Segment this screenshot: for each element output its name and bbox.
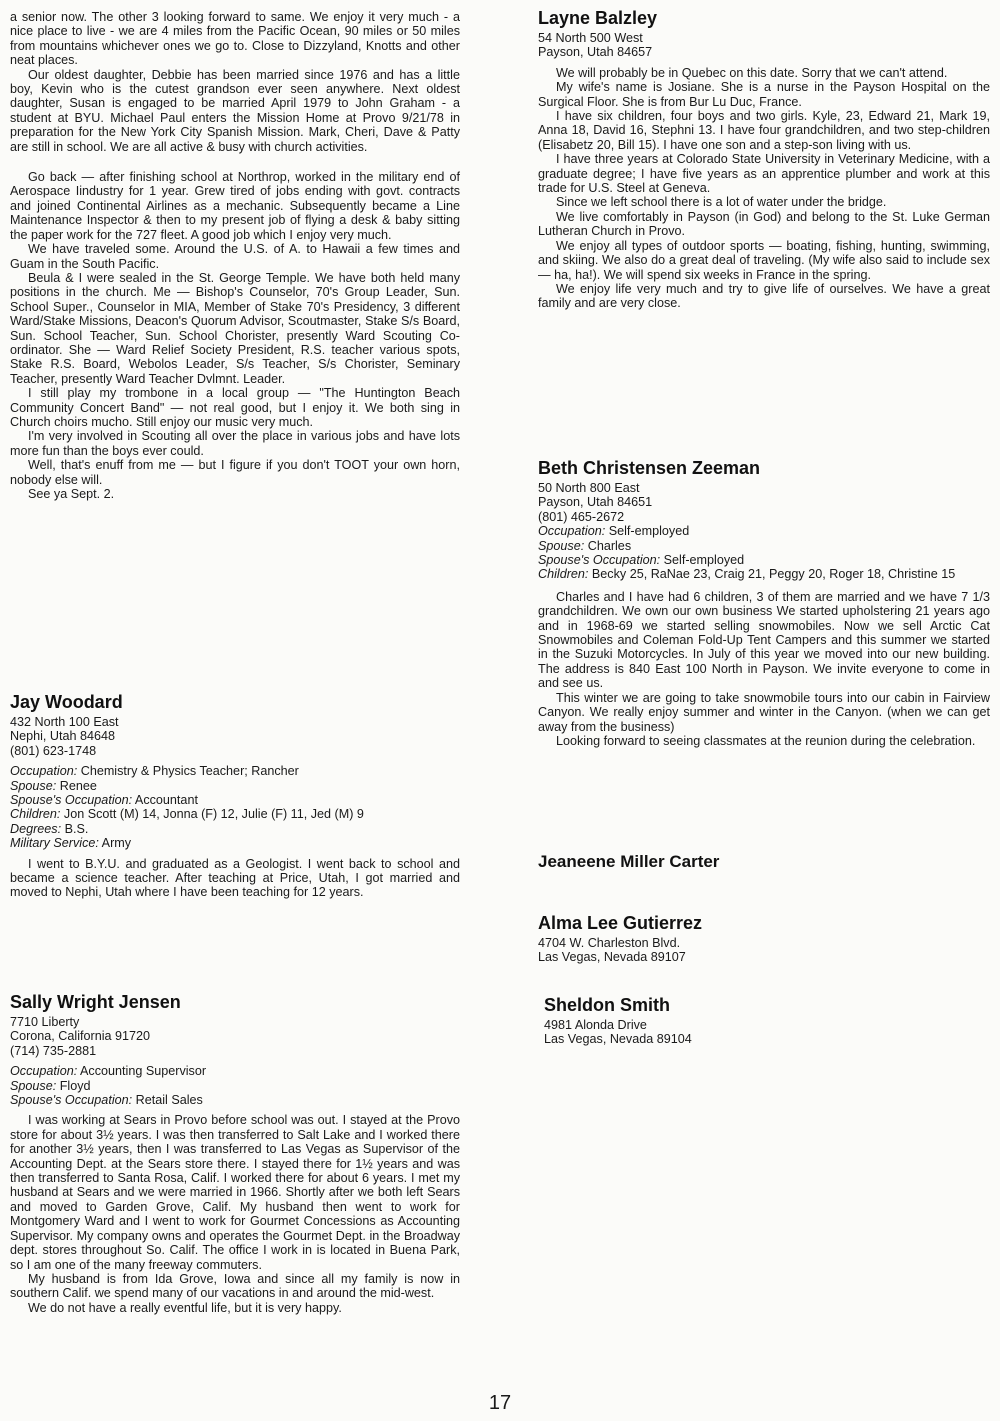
entry-sally-wright-jensen [10,992,460,1315]
phone-line: (801) 465-2672 [538,509,625,524]
entry-alma-lee-gutierrez [538,913,990,965]
field-spouse: Spouse: Floyd [10,1078,91,1093]
paragraph: My husband is from Ida Grove, Iowa and since all my family is now in southern Calif. we spend many of our vacations in and around the mid-west. [10,1271,460,1301]
paragraph: Looking forward to seeing classmates at the reunion during the celebration. [556,733,976,748]
left-column [10,0,460,1315]
address-line: Las Vegas, Nevada 89107 [538,950,686,965]
field-spouse: Spouse: Renee [10,778,97,793]
entry-name: Layne Balzley [538,8,658,28]
paragraph: I was working at Sears in Provo before school was out. I stayed at the Provo store for about 3½ years. I was then transferred to Salt Lake and I worked there for another 3½ years, then I was transferred to Las Vegas as Supervisor of the Accounting Dept. at the Sears store there. I stayed there for 1½ years and was then transferred to Santa Rosa, Calif. I worked there for about 6 years. I met my husband at Sears and we were married in 1966. Shortly after we both left Sears and moved to Garden Grove, Calif. My husband then went to work for Montgomery Ward and I went to work for Gourmet Concessions as Accounting Supervisor. My company owns and operates the Gourmet Dept. in the Broadway dept. stores throughout So. Calif. The office I work in is located in Buena Park, so I am one of the many freeway commuters. [10,1113,460,1272]
paragraph: We will probably be in Quebec on this date. Sorry that we can't attend. [556,65,948,80]
field-military: Military Service: Army [10,836,132,851]
paragraph: I have three years at Colorado State University in Veterinary Medicine, with a graduate degree; I have five years as an apprentice plumber and work at this trade for U.S. Steel at Geneva. [538,152,990,196]
address-line: Las Vegas, Nevada 89104 [544,1032,692,1047]
address-line: 7710 Liberty [10,1015,80,1029]
paragraph: We have traveled some. Around the U.S. of A. to Hawaii a few times and Guam in the South Pacific. [10,242,460,271]
paragraph: I have six children, four boys and two girls. Kyle, 23, Edward 21, Mark 19, Anna 18, David 16, Stephni 13. I have four grandchildren, and two step-children (Elisabetz 20, Bill 15). I have one son and a step-son living with us. [538,109,990,152]
phone-line: (714) 735-2881 [10,1043,97,1058]
address-line: Nephi, Utah 84648 [10,729,116,744]
paragraph: Beula & I were sealed in the St. George Temple. We have both held many positions in the church. Me — Bishop's Counselor, 70's Group Leader, Sun. School Super., Counselor in MIA, Member of Stake 70's Presidency, 3 different Ward/Stake Missions, Deacon's Quorum Advisor, Scoutmaster, Stake S/s Board, Sun. School Teacher, Sun. School Chorister, presently Ward Scouting Co-ordinator. She — Ward Relief Society President, R.S. teacher various spots, Stake R.S. Board, Webolos Leader, S/s Teacher, S/s Chorister, Seminary Teacher, presently Ward Teacher Dvlmnt. Leader. [10,270,460,386]
field-degrees: Degrees: B.S. [10,821,89,836]
entry-jay-woodard [10,692,460,900]
entry-name: Jay Woodard [10,692,123,712]
entry-name: Sheldon Smith [544,995,670,1015]
address-line: 4981 Alonda Drive [544,1018,647,1032]
paragraph: I'm very involved in Scouting all over the place in various jobs and have lots more fun than the boys ever could. [10,429,460,458]
address-line: Payson, Utah 84651 [538,495,653,510]
paragraph: We live comfortably in Payson (in God) and belong to the St. Luke German Lutheran Church in Provo. [538,209,990,239]
paragraph: I still play my trombone in a local group — "The Huntington Beach Community Concert Band" — not real good, but I enjoy it. We both sing in Church choirs mucho. Still enjoy our music very much. [10,386,460,429]
entry-name: Beth Christensen Zeeman [538,458,761,478]
address-line: 50 North 800 East [538,481,640,495]
paragraph: We enjoy all types of outdoor sports — boating, fishing, hunting, swimming, and skiing. We also do a great deal of traveling. (My wife also said to include sex — ha, ha!). We will spend six weeks in France in the spring. [538,238,990,282]
paragraph: Go back — after finishing school at Northrop, worked in the military end of Aerospace Iindustry for 1 year. Grew tired of jobs ending with govt. contracts and joined Continental Airlines as a mechanic. Subsequently became a Line Maintenance Inspector & then to my present job of flying a desk & baby sitting the paper work for the 727 fleet. A good job which I enjoy very much. [10,170,460,242]
paragraph: I went to B.Y.U. and graduated as a Geologist. I went back to school and became a science teacher. After teaching at Price, Utah, I got married and moved to Nephi, Utah where I have been teaching for 12 years. [10,856,460,900]
field-spouse: Spouse: Charles [538,538,632,553]
paragraph: a senior now. The other 3 looking forward to same. We enjoy it very much - a nice place to live - we are 4 miles from the Pacific Ocean, 90 miles or 50 miles from mountains whichever ones we go to. Close to Dizzyland, Knotts and other neat places. [10,10,460,68]
field-spouse-occupation: Spouse's Occupation: Accountant [10,793,198,808]
entry-sheldon-smith [544,995,990,1047]
address-line: Payson, Utah 84657 [538,45,653,60]
entry-name: Alma Lee Gutierrez [538,913,703,933]
field-children: Children: Jon Scott (M) 14, Jonna (F) 12, Julie (F) 11, Jed (M) 9 [10,807,364,822]
paragraph: Charles and I have had 6 children, 3 of them are married and we have 7 1/3 grandchildren. We own our own business We started upholstering 21 years ago and in 1968-69 we started selling snowmobiles. Now we sell Arctic Cat Snowmobiles and Coleman Fold-Up Tent Campers and this summer we started in the Suzuki Motorcycles. In July of this year we moved into our new building. The address is 840 East 100 North in Payson. We invite everyone to come in and see us. [538,589,990,691]
entry-layne-balzley [538,8,990,311]
paragraph: This winter we are going to take snowmobile tours into our cabin in Fairview Canyon. We really enjoy summer and winter in the Canyon. (when we can get away from the business) [538,690,990,734]
entry-jeaneene-miller-carter [538,852,990,875]
paragraph: Since we left school there is a lot of water under the bridge. [556,195,887,210]
paragraph: Well, that's enuff from me — but I figure if you don't TOOT your own horn, nobody else will. [10,458,460,487]
address-line: 432 North 100 East [10,715,119,729]
field-spouse-occupation: Spouse's Occupation: Retail Sales [10,1093,203,1108]
address-line: 4704 W. Charleston Blvd. [538,936,681,950]
paragraph: We enjoy life very much and try to give life of ourselves. We have a great family and are very close. [538,281,990,311]
left-top-text [10,0,460,501]
field-occupation: Occupation: Self-employed [538,524,690,539]
address-line: 54 North 500 West [538,31,643,45]
entry-beth-christensen-zeeman [538,458,990,748]
page-number: 17 [488,1392,512,1414]
field-spouse-occupation: Spouse's Occupation: Self-employed [538,553,745,568]
field-occupation: Occupation: Accounting Supervisor [10,1064,207,1079]
entry-name: Jeaneene Miller Carter [538,852,720,871]
phone-line: (801) 623-1748 [10,743,97,758]
paragraph: My wife's name is Josiane. She is a nurse in the Payson Hospital on the Surgical Floor. She is from Bur Lu Duc, France. [538,80,990,109]
paragraph: Our oldest daughter, Debbie has been married since 1976 and has a little boy, Kevin who is the cutest grandson ever seen anywhere. Next oldest daughter, Susan is engaged to be married April 1979 to John Graham - a student at BYU. Michael Paul enters the Mission Home at Provo 9/21/78 in preparation for the New York City Spanish Mission. Mark, Cheri, Dave & Patty are still in school. We are all active & busy with church activities. [10,67,460,154]
field-children: Children: Becky 25, RaNae 23, Craig 21, Peggy 20, Roger 18, Christine 15 [538,567,956,582]
paragraph: See ya Sept. 2. [28,487,115,501]
address-line: Corona, California 91720 [10,1029,151,1044]
entry-name: Sally Wright Jensen [10,992,181,1012]
paragraph: We do not have a really eventful life, but it is very happy. [28,1300,342,1315]
field-occupation: Occupation: Chemistry & Physics Teacher; Rancher [10,764,299,779]
